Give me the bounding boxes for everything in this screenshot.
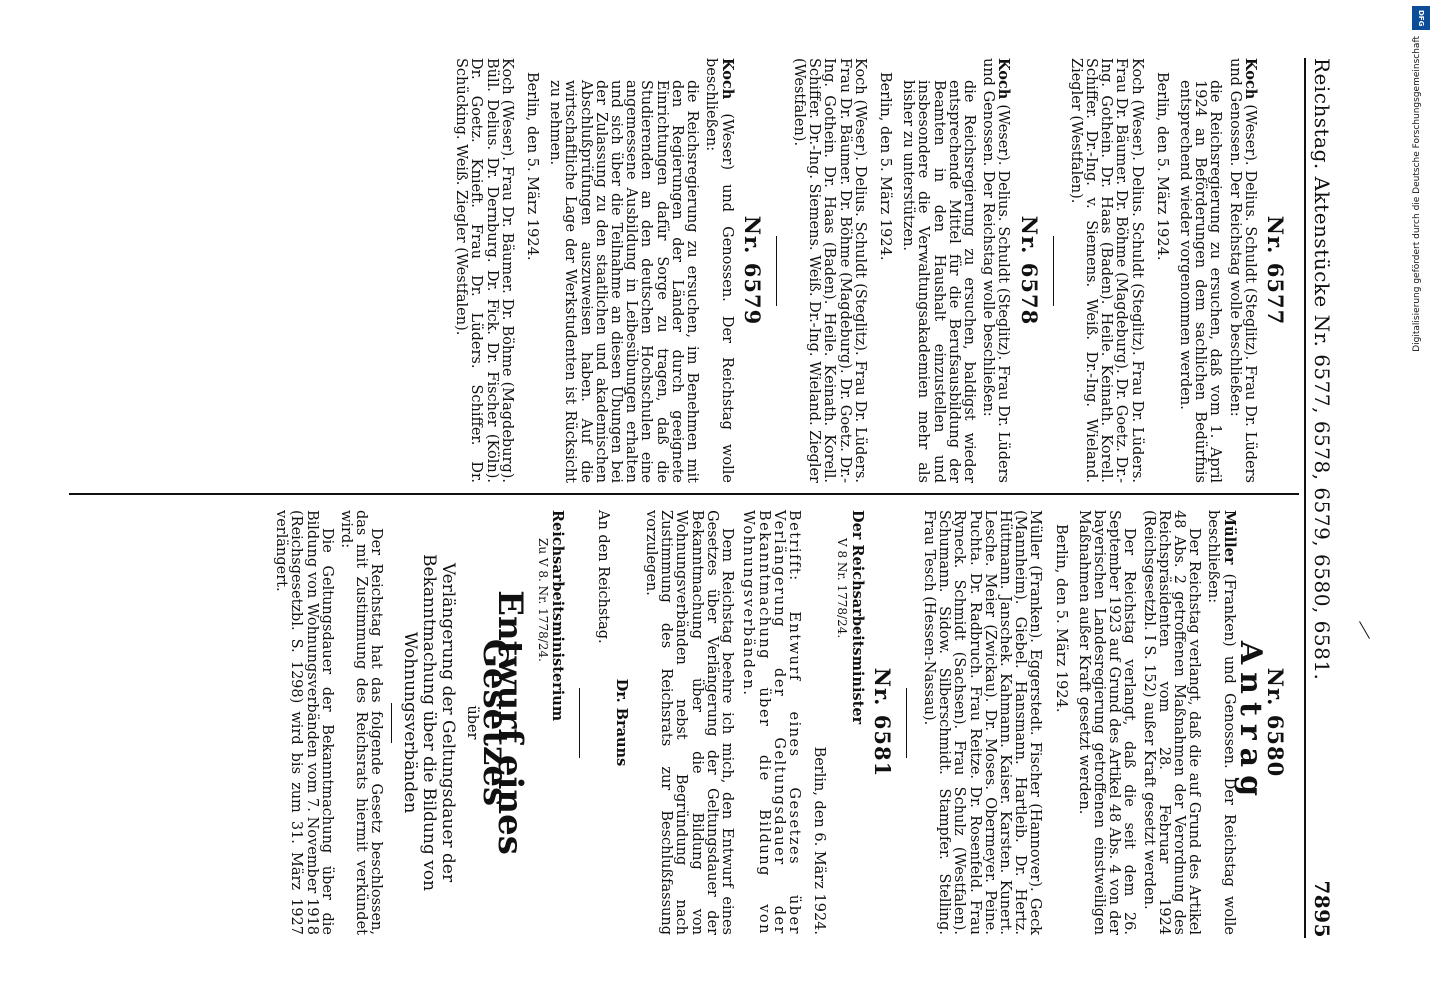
section-6577: [1053, 58, 1288, 483]
intro-bold: Koch: [1241, 58, 1259, 100]
ministry-heading-2: Reichsarbeitsministerium: [549, 510, 567, 722]
separator-rule: [1053, 236, 1054, 306]
section-number: Nr. 6577: [1263, 215, 1288, 326]
draft-paragraph-2: Die Geltungsdauer der Bekanntmachung über die Bildung von Wohnungsverbänden vom 7. November 1918 (Reichsgesetzbl. S. 1298) wird bis zum 31. März 1927 verlängert.: [273, 510, 335, 935]
separator-rule: [906, 688, 907, 758]
intro-bold: Müller: [1220, 510, 1238, 565]
funding-note: Digitalisierung gefördert durch die Deutsche Forschungsgemeinschaft: [1412, 36, 1422, 352]
right-column: [269, 510, 1299, 935]
page-header: [1304, 58, 1340, 938]
separator-rule: [391, 703, 392, 743]
signature: Dr. Brauns: [612, 678, 630, 767]
draft-paragraph-1: Der Reichstag hat das folgende Gesetz beschlossen, das mit Zustimmung des Reichsrats hiermit verkündet wird:: [338, 510, 385, 935]
reference-number-2: Zu V 8. Nr. 1778/24.: [536, 538, 551, 662]
date-line: Berlin, den 5. März 1924.: [1153, 72, 1170, 261]
intro-bold: Koch: [995, 58, 1013, 100]
section-number: Nr. 6580: [1263, 667, 1288, 778]
letter-body: Dem Reichstag beehre ich mich, den Entwurf eines Gesetzes über Verlängerung der Geltungsdauer der Bekanntmachung über die Bildung von Wohnungsverbänden nebst Begründung nach Zustimmung des Reichsrats zur Beschlußfassung vorzulegen.: [643, 510, 736, 935]
signers: Koch (Weser). Delius. Schuldt (Steglitz). Frau Dr. Lüders. Frau Dr. Bäumer. Dr. Böhme (Magdeburg). Dr. Goetz. Dr.-Ing. Gothein. Dr. Haas (Baden). Heile. Keinath. Korell. Schiffer. Dr.-Ing. v. Siemens. Weiß. Dr.-Ing. Wieland. Ziegler (Westfalen).: [1067, 58, 1145, 483]
digitization-sidebar: [1408, 0, 1434, 1000]
section-6581: [273, 510, 895, 935]
separator-rule: [776, 236, 777, 306]
draft-subject: Verlängerung der Geltungsdauer der Bekanntmachung über die Bildung von Wohnungsverbänden: [400, 553, 459, 892]
date-line: Berlin, den 6. März 1924.: [811, 746, 828, 935]
section-6579: [453, 58, 765, 483]
signers: Koch (Weser). Frau Dr. Bäumer. Dr. Böhme (Magdeburg). Büll. Delius. Dr. Dernburg. Dr. Fick. Dr. Fischer (Köln). Dr. Goetz. Knieft. Frau Dr. Lüders. Schiffer. Dr. Schücking. Weiß. Ziegler (Westfalen).: [453, 58, 515, 483]
date-line: Berlin, den 5. März 1924.: [1052, 524, 1069, 713]
intro-text: (Weser) und Genossen. Der Reichstag wolle beschließen:: [703, 58, 735, 483]
addressee: An den Reichstag.: [594, 510, 611, 644]
signers: Müller (Franken). Eggerstedt. Fischer (Hannover). Geck (Mannheim). Giebel. Hansmann. Hartleib. Dr. Hertz. Hüttmann. Janschek. Kahmann. Kaiser. Karsten. Kunert. Lesche. Meier (Zwickau). Dr. Moses. Obermeyer. Peine. Puchta. Dr. Radbruch. Frau Reitze. Dr. Rosenfeld. Frau Ryneck. Schmidt (Sachsen). Frau Schulz (Westfalen). Schumann. Sidow. Silberschmidt. Stampfer. Stelling. Frau Tesch (Hessen-Nassau).: [920, 510, 1044, 935]
section-number: Nr. 6578: [1016, 215, 1042, 326]
date-line: Berlin, den 5. März 1924.: [876, 72, 893, 261]
date-line: Berlin, den 5. März 1924.: [524, 72, 541, 261]
header-title: Reichstag. Aktenstücke Nr. 6577, 6578, 6579, 6580, 6581.: [1310, 58, 1334, 681]
signers: Koch (Weser). Delius. Schuldt (Steglitz). Frau Dr. Lüders. Frau Dr. Bäumer. Dr. Böhme (Magdeburg). Dr. Goetz. Dr.-Ing. Gothein. Dr. Haas (Baden). Heile. Keinath. Korell. Schiffer. Dr.-Ing. Siemens. Weiß. Dr.-Ing. Wieland. Ziegler (Westfalen).: [790, 58, 868, 483]
draft-title: Entwurf eines Gesetzes: [474, 590, 531, 855]
motion-paragraph-1: Der Reichstag verlangt, daß die auf Grund des Artikel 48 Abs. 2 getroffenen Maßnahmen der Verordnung des Reichspräsidenten vom 28. Februar 1924 (Reichsgesetzbl. I S. 152) außer Kraft gesetzt werden.: [1140, 510, 1203, 935]
section-6580: [906, 510, 1288, 935]
motion-paragraph-2: Der Reichstag verlangt, daß die seit dem 26. September 1923 auf Grund des Artikel 48 Abs. 4 von der bayerischen Landesregierung getroffenen einstweiligen Maßnahmen außer Kraft gesetzt werden.: [1075, 510, 1138, 935]
pencil-mark: [1359, 621, 1370, 639]
intro-text: (Weser). Delius. Schuldt (Steglitz). Frau Dr. Lüders und Genossen. Der Reichstag wolle beschließen:: [1226, 58, 1258, 483]
dfg-logo: DFG: [1412, 6, 1430, 30]
left-column: [449, 58, 1299, 483]
column-divider: [69, 493, 1299, 495]
motion-body: die Reichsregierung zu ersuchen, im Benehmen mit den Regierungen der Länder durch geeignete Einrichtungen dafür Sorge zu tragen, daß die Studierenden an den deutschen Hochschulen eine angemessene Ausbildung in Leibesübungen erhalten und sich über die Teilnahme an diesen Übungen bei der Zulassung zu den staatlichen und akademischen Abschlußprüfungen auszuweisen haben. Auf die wirtschaftliche Lage der Werkstudenten ist Rücksicht zu nehmen.: [547, 80, 701, 483]
intro-text: (Franken) und Genossen. Der Reichstag wolle beschließen:: [1205, 510, 1237, 935]
section-number: Nr. 6581: [869, 667, 895, 778]
draft-ueber: über: [463, 705, 480, 740]
motion-body: die Reichsregierung zu ersuchen, baldigst wieder entsprechende Mittel für die Berufsausbildung der Beamten in den Haushalt einzustellen und insbesondere die Verwaltungsakademien mehr als bisher zu unterstützen.: [900, 80, 977, 483]
section-6578: [776, 58, 1042, 483]
section-number: Nr. 6579: [739, 215, 765, 326]
reference-number: V 8 Nr. 1778/24.: [835, 538, 850, 639]
subject-line: Betrifft: Entwurf eines Gesetzes über Verlängerung der Geltungsdauer der Bekanntmachung über die Bildung von Wohnungsverbänden.: [740, 510, 802, 935]
intro-bold: Koch: [718, 58, 736, 100]
ministry-heading: Der Reichsarbeitsminister: [848, 510, 866, 725]
page-number: 7895: [1310, 880, 1334, 938]
separator-rule: [579, 688, 580, 758]
intro-text: (Weser). Delius. Schuldt (Steglitz). Frau Dr. Lüders und Genossen. Der Reichstag wolle beschließen:: [980, 58, 1012, 483]
motion-title: Antrag: [1232, 640, 1268, 805]
motion-body: die Reichsregierung zu ersuchen, daß vom 1. April 1924 an Beförderungen dem sachlichen Bedürfnis entsprechend wieder vorgenommen werden.: [1176, 80, 1224, 483]
